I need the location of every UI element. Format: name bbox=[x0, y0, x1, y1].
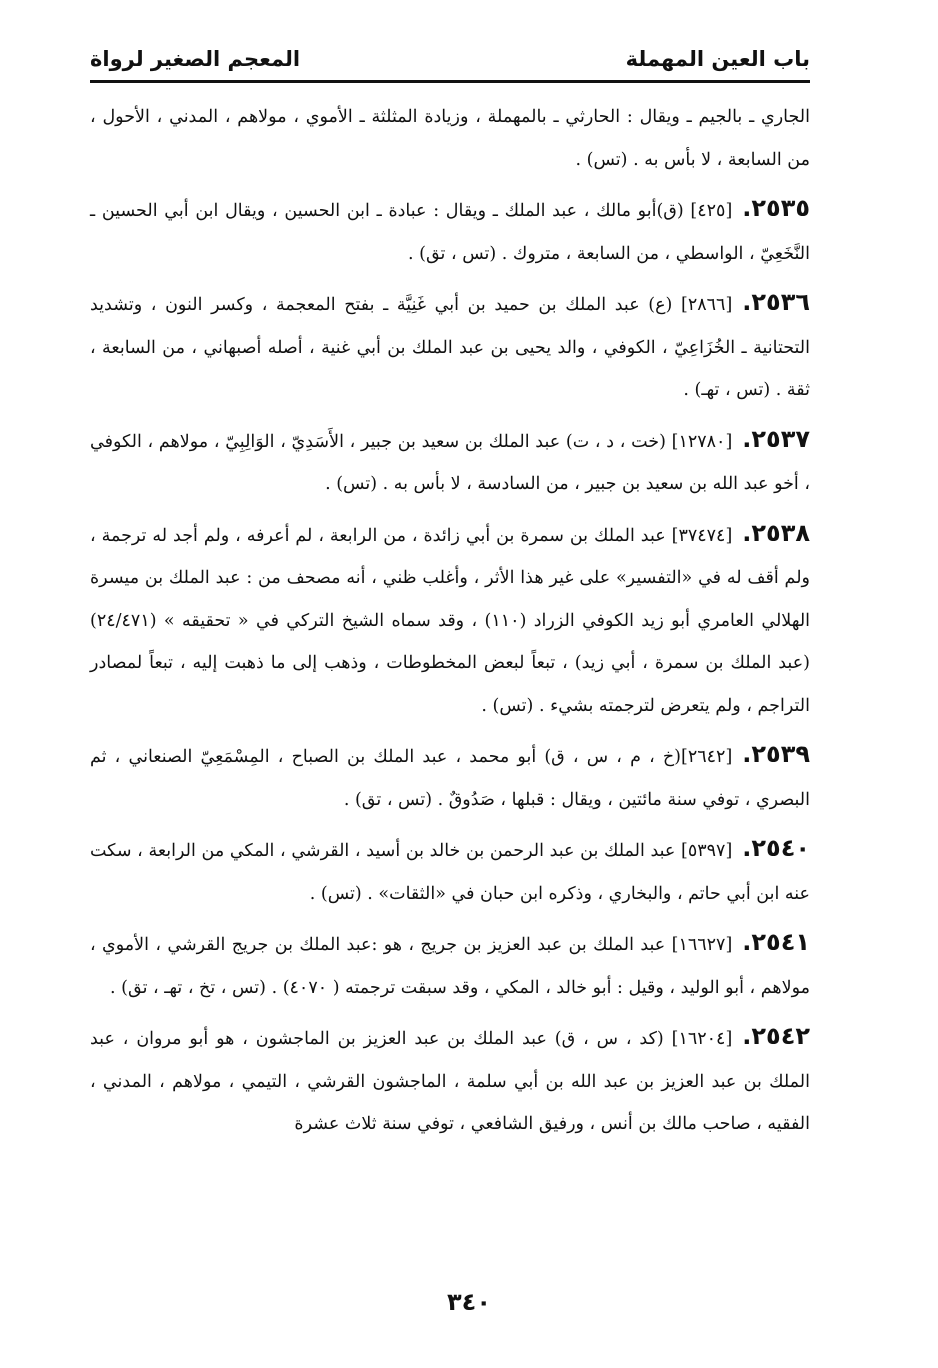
entry-2537 bbox=[90, 418, 810, 506]
entry-number: ٢٥٤١. bbox=[742, 928, 810, 956]
entry-text: [٤٢٥] (ق)أبو مالك ، عبد الملك ـ ويقال : عبادة ـ ابن الحسين ، ويقال ابن أبي الحسين ـ النَّخَعِيّ ، الواسطي ، من السابعة ، متروك . (تس ، تق) . bbox=[90, 201, 810, 264]
entry-number: ٢٥٣٧. bbox=[742, 424, 810, 453]
entry-2540 bbox=[90, 827, 810, 915]
entry-number: ٢٥٣٥. bbox=[742, 194, 810, 222]
entry-number: ٢٥٣٩. bbox=[742, 740, 810, 768]
book-title: المعجم الصغير لرواة bbox=[90, 47, 301, 71]
entry-text: [٣٧٤٧٤] عبد الملك بن سمرة بن أبي زائدة ، من الرابعة ، لم أعرفه ، ولم أجد له ترجمة ، ولم أقف له في «التفسير» على غير هذا الأثر ، وأغلب ظني ، أنه مصحف من : عبد الملك بن ميسرة الهلالي العامري أبو زيد الكوفي الزراد (١١٠) ، وقد سماه الشيخ التركي في « تحقيقه » (٢٤/٤٧١) (عبد الملك بن سمرة ، أبي زيد) ، تبعاً لبعض المخطوطات ، وذهب إلى ما ذهبت إليه ، تبعاً لمصادر التراجم ، ولم يتعرض لترجمته بشيء . (تس) . bbox=[90, 525, 811, 716]
entry-text: [٥٣٩٧] عبد الملك بن عبد الرحمن بن خالد بن أسيد ، القرشي ، المكي من الرابعة ، سكت عنه ابن أبي حاتم ، والبخاري ، وذكره ابن حبان في «الثقات» . (تس) . bbox=[90, 841, 810, 904]
entry-text: [٢٨٦٦] (ع) عبد الملك بن حميد بن أبي غَنِيَّة ـ بفتح المعجمة ، وكسر النون ، وتشديد التحتانية ـ الخُزَاعِيّ ، الكوفي ، والد يحيى بن عبد الملك بن أبي غنية ، أصله أصبهاني ، من السابعة ، ثقة . (تس ، تهـ) . bbox=[90, 295, 810, 400]
entry-2536 bbox=[90, 281, 810, 412]
chapter-title: باب العين المهملة bbox=[625, 47, 810, 71]
page-number: ٣٤٠ bbox=[447, 1288, 491, 1316]
main-text bbox=[90, 96, 810, 1152]
entry-2535 bbox=[90, 187, 810, 275]
continuation-paragraph: الجاري ـ بالجيم ـ ويقال : الحارثي ـ بالمهملة ، وزيادة المثلثة ـ الأموي ، مولاهم ، المدني ، الأحول ، من السابعة ، لا بأس به . (تس) . bbox=[90, 107, 810, 170]
entry-text: [١٦٦٢٧] عبد الملك بن عبد العزيز بن جريج ، هو :عبد الملك بن جريج القرشي ، الأموي ، مولاهم ، أبو الوليد ، وقيل : أبو خالد ، المكي ، وقد سبقت ترجمته ( ٤٠٧٠) . (تس ، تخ ، تهـ ، تق) . bbox=[90, 935, 810, 998]
entry-number: ٢٥٣٦. bbox=[742, 288, 810, 316]
entry-number: ٢٥٤٢. bbox=[742, 1022, 810, 1050]
entry-text: [١٢٧٨٠] (خت ، د ، ت) عبد الملك بن سعيد بن جبير ، الأَسَدِيّ ، الوَالِبِيّ ، مولاهم ، الكوفي ، أخو عبد الله بن سعيد بن جبير ، من السادسة ، لا بأس به . (تس) . bbox=[90, 431, 810, 494]
entry-number: ٢٥٣٨. bbox=[742, 518, 810, 547]
entry-text: [١٦٢٠٤] (كد ، س ، ق) عبد الملك بن عبد العزيز بن الماجشون ، هو أبو مروان ، عبد الملك بن عبد العزيز بن عبد الله بن أبي سلمة ، الماجشون القرشي ، التيمي ، مولاهم ، المدني ، الفقيه ، صاحب مالك بن أنس ، ورفيق الشافعي ، توفي سنة ثلاث عشرة bbox=[90, 1029, 810, 1134]
entry-number: ٢٥٤٠. bbox=[742, 834, 810, 862]
entry-2541 bbox=[90, 921, 810, 1009]
entry-2539 bbox=[90, 733, 810, 821]
entry-2538 bbox=[90, 512, 810, 728]
entry-2542 bbox=[90, 1015, 810, 1146]
entry-text: [٢٦٤٢](خ ، م ، س ، ق) أبو محمد ، عبد الملك بن الصباح ، المِسْمَعِيّ الصنعاني ، ثم البصري ، توفي سنة مائتين ، ويقال : قبلها ، صَدُوقٌ . (تس ، تق) . bbox=[90, 747, 810, 810]
running-header bbox=[90, 38, 810, 83]
